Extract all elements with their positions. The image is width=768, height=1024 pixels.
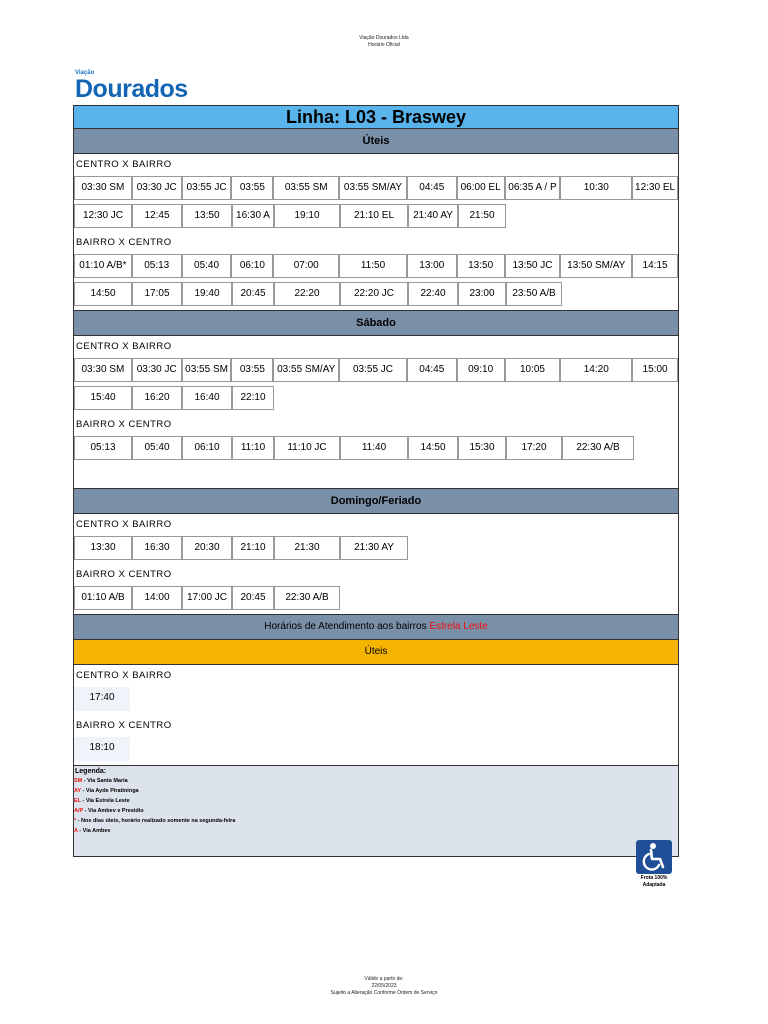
time-cell: 03:30 JC xyxy=(132,176,182,200)
section-domingo-header: Domingo/Feriado xyxy=(74,488,678,514)
legend-item xyxy=(74,826,676,836)
legend-code: * xyxy=(74,818,77,824)
banner-highlight: Estrela Leste xyxy=(429,621,488,632)
time-row xyxy=(74,737,678,762)
time-row xyxy=(74,687,678,712)
time-cell: 15:00 xyxy=(632,358,678,382)
time-cell: 06:00 EL xyxy=(457,176,505,200)
caption-line: Adaptada xyxy=(642,882,666,888)
route-label: BAIRRO X CENTRO xyxy=(76,237,172,248)
time-cell: 21:50 xyxy=(458,204,506,228)
legend-item xyxy=(74,776,676,786)
time-cell: 09:10 xyxy=(457,358,505,382)
time-cell: 03:55 SM/AY xyxy=(339,176,407,200)
time-row xyxy=(74,536,678,561)
route-label: BAIRRO X CENTRO xyxy=(76,720,172,731)
time-cell: 20:45 xyxy=(232,282,274,306)
document-header xyxy=(0,35,768,49)
legend-text: - Via Ambev e Presidio xyxy=(83,808,144,814)
time-cell: 19:10 xyxy=(274,204,340,228)
time-cell: 21:30 AY xyxy=(340,536,408,560)
time-cell: 13:50 JC xyxy=(505,254,561,278)
time-cell: 05:40 xyxy=(182,254,232,278)
time-cell: 22:30 A/B xyxy=(274,586,340,610)
time-cell: 13:00 xyxy=(407,254,457,278)
logo-text: Dourados xyxy=(75,75,188,103)
time-cell: 14:15 xyxy=(632,254,678,278)
time-cell: 16:30 xyxy=(132,536,182,560)
legend-text: - Via Ambev xyxy=(77,828,111,834)
time-cell: 05:13 xyxy=(132,254,182,278)
line-title: Linha: L03 - Braswey xyxy=(74,106,678,129)
wheelchair-icon xyxy=(636,840,672,874)
company-name: Viação Dourados Ltda xyxy=(359,35,409,41)
time-cell: 23:50 A/B xyxy=(506,282,562,306)
legend-item xyxy=(74,816,676,826)
time-cell: 13:50 SM/AY xyxy=(560,254,632,278)
time-row xyxy=(74,176,678,201)
time-cell: 03:30 SM xyxy=(74,176,132,200)
time-cell: 06:10 xyxy=(231,254,273,278)
footer-note: Sujeito a Alteração Conforme Ordem de Serviço xyxy=(330,990,438,996)
legend-item xyxy=(74,806,676,816)
document-footer xyxy=(0,976,768,997)
time-cell: 07:00 xyxy=(273,254,339,278)
time-cell: 21:10 EL xyxy=(340,204,408,228)
legend-text: - Via Estrela Leste xyxy=(80,798,130,804)
time-cell: 13:50 xyxy=(182,204,232,228)
time-cell: 22:10 xyxy=(232,386,274,410)
time-cell: 21:40 AY xyxy=(408,204,458,228)
company-logo xyxy=(75,70,188,106)
time-cell: 15:40 xyxy=(74,386,132,410)
time-cell: 22:20 JC xyxy=(340,282,408,306)
banner-text: Horários de Atendimento aos bairros xyxy=(264,621,430,632)
time-cell: 23:00 xyxy=(458,282,506,306)
time-cell: 20:30 xyxy=(182,536,232,560)
time-row xyxy=(74,586,678,611)
route-label: CENTRO X BAIRRO xyxy=(76,670,172,681)
time-row xyxy=(74,282,678,307)
legend-text: - Nos dias úteis, horário realizado somente na segunda-feira xyxy=(76,818,236,824)
time-cell: 17:05 xyxy=(132,282,182,306)
time-cell: 16:20 xyxy=(132,386,182,410)
time-row xyxy=(74,358,678,383)
legend-code: A/P xyxy=(74,808,84,814)
time-cell: 05:40 xyxy=(132,436,182,460)
section-spacer xyxy=(74,464,678,488)
legend-text: - Via Ayde Piratininga xyxy=(81,788,139,794)
time-cell: 22:30 A/B xyxy=(562,436,634,460)
time-cell: 03:30 SM xyxy=(74,358,132,382)
route-label: CENTRO X BAIRRO xyxy=(76,519,172,530)
time-cell: 21:10 xyxy=(232,536,274,560)
time-cell: 10:30 xyxy=(560,176,632,200)
valid-from-label: Válido a partir de: xyxy=(364,976,404,982)
time-cell: 13:50 xyxy=(457,254,505,278)
time-cell: 10:05 xyxy=(505,358,561,382)
time-cell: 14:00 xyxy=(132,586,182,610)
time-cell: 06:35 A / P xyxy=(505,176,561,200)
logo-small-text: Viação xyxy=(75,70,95,76)
time-cell: 01:10 A/B xyxy=(74,586,132,610)
time-cell: 11:40 xyxy=(340,436,408,460)
time-cell: 04:45 xyxy=(407,358,457,382)
timetable-sheet xyxy=(73,105,679,857)
time-cell: 22:20 xyxy=(274,282,340,306)
legend-code: AY xyxy=(74,788,82,794)
time-row xyxy=(74,386,678,411)
time-cell: 11:10 xyxy=(232,436,274,460)
estrela-leste-banner xyxy=(74,614,678,640)
time-cell: 03:30 JC xyxy=(132,358,182,382)
section-uteis-header: Úteis xyxy=(74,129,678,154)
valid-from-date: 22/05/2023 xyxy=(371,983,397,989)
time-cell: 19:40 xyxy=(182,282,232,306)
time-cell: 11:50 xyxy=(339,254,407,278)
time-cell: 12:30 JC xyxy=(74,204,132,228)
time-cell: 17:00 JC xyxy=(182,586,232,610)
time-cell: 03:55 xyxy=(231,176,273,200)
time-cell: 20:45 xyxy=(232,586,274,610)
time-cell: 03:55 JC xyxy=(339,358,407,382)
header-subtitle: Horário Oficial xyxy=(368,42,400,48)
section-sabado-header: Sábado xyxy=(74,310,678,336)
time-cell: 15:30 xyxy=(458,436,506,460)
route-label: BAIRRO X CENTRO xyxy=(76,419,172,430)
route-label: BAIRRO X CENTRO xyxy=(76,569,172,580)
legend-code: SM xyxy=(74,778,83,784)
time-cell: 12:45 xyxy=(132,204,182,228)
time-cell: 14:50 xyxy=(408,436,458,460)
time-cell: 03:55 xyxy=(231,358,273,382)
time-cell: 16:30 A xyxy=(232,204,274,228)
time-cell: 11:10 JC xyxy=(274,436,340,460)
time-cell: 06:10 xyxy=(182,436,232,460)
legend-item xyxy=(74,786,676,796)
route-label: CENTRO X BAIRRO xyxy=(76,341,172,352)
accessibility-caption xyxy=(628,875,680,889)
time-cell: 14:20 xyxy=(560,358,632,382)
time-cell: 05:13 xyxy=(74,436,132,460)
legend-code: A xyxy=(74,828,78,834)
time-cell: 21:30 xyxy=(274,536,340,560)
time-cell: 03:55 SM/AY xyxy=(273,358,339,382)
time-cell: 14:50 xyxy=(74,282,132,306)
time-cell: 18:10 xyxy=(74,737,130,761)
time-cell: 03:55 SM xyxy=(273,176,339,200)
time-cell: 03:55 SM xyxy=(182,358,232,382)
time-cell: 22:40 xyxy=(408,282,458,306)
time-cell: 17:20 xyxy=(506,436,562,460)
legend-code: EL xyxy=(74,798,81,804)
legend xyxy=(74,765,678,856)
time-cell: 01:10 A/B* xyxy=(74,254,132,278)
section-estrela-uteis-header: Úteis xyxy=(74,640,678,665)
legend-text: - Via Santa Maria xyxy=(82,778,128,784)
time-row xyxy=(74,254,678,279)
time-cell: 17:40 xyxy=(74,687,130,711)
time-cell: 03:55 JC xyxy=(182,176,232,200)
caption-line: Frota 100% xyxy=(640,875,668,881)
route-label: CENTRO X BAIRRO xyxy=(76,159,172,170)
time-row xyxy=(74,204,678,229)
legend-item xyxy=(74,796,676,806)
time-cell: 13:30 xyxy=(74,536,132,560)
time-cell: 12:30 EL xyxy=(632,176,678,200)
time-cell: 16:40 xyxy=(182,386,232,410)
time-row xyxy=(74,436,678,461)
legend-title: Legenda: xyxy=(75,768,107,775)
time-cell: 04:45 xyxy=(407,176,457,200)
